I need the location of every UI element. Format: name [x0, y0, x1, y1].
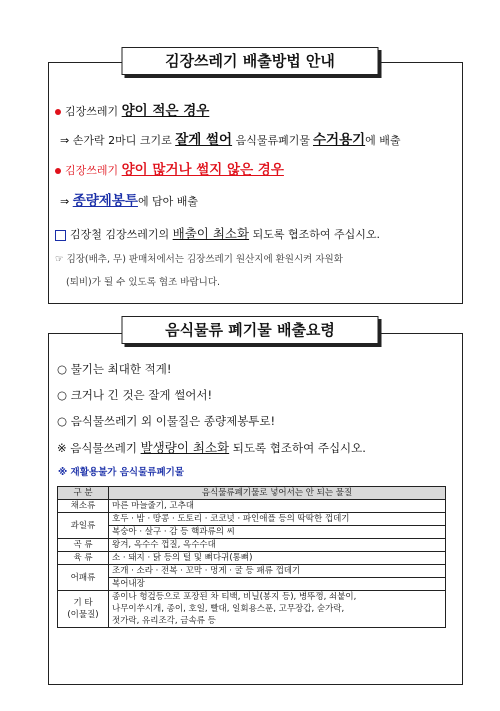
table-row: 복숭아 · 살구 · 감 등 핵과류의 씨 [58, 526, 446, 539]
category-other: 기 타 (이물질) [58, 591, 109, 628]
table-caption: ※ 재활용불가 음식물류폐기물 [58, 467, 184, 478]
header-category: 구 분 [58, 487, 109, 500]
rule-item: ○ 음식물쓰레기 외 이물질은 종량제봉투로! [57, 414, 276, 428]
table-row: 어패류 조개 · 소라 · 전복 · 꼬막 · 멍게 · 굴 등 패류 껍데기 [58, 565, 446, 578]
table-row: 채소류 마른 마늘줄기, 고추대 [58, 500, 446, 513]
rule-item: ○ 크거나 긴 것은 잘게 썰어서! [57, 388, 213, 402]
table-row: 과일류 호두 · 밤 · 땅콩 · 도토리 · 코코넛 · 파인애플 등의 딱딱한 껍데기 [58, 513, 446, 526]
note-line: 김장철 김장쓰레기의 배출이 최소화 되도록 협조하여 주십시오. [55, 224, 380, 242]
item2-highlight: 양이 많거나 썰지 않은 경우 [121, 162, 284, 178]
item1-highlight: 양이 적은 경우 [121, 103, 210, 119]
item1-line: 김장쓰레기 양이 적은 경우 [55, 99, 209, 119]
arrow-icon: ⇒ [60, 195, 70, 208]
table-row: 곡 류 왕겨, 옥수수 껍질, 옥수수대 [58, 539, 446, 552]
tip-line1: ☞ 김장(배추, 무) 판매처에서는 김장쓰레기 원산지에 환원시켜 자원화 [55, 254, 343, 265]
tip-line2: (퇴비)가 될 수 있도록 협조 바랍니다. [66, 277, 221, 288]
arrow-icon: ⇒ [60, 134, 70, 147]
pointing-hand-icon: ☞ [55, 254, 64, 265]
table-row: 육 류 소 · 돼지 · 닭 등의 털 및 뼈다귀(통뼈) [58, 552, 446, 565]
red-dot-icon [55, 168, 61, 174]
item1-desc: ⇒ 손가락 2마디 크기로 잘게 썰어 음식물류폐기물 수거용기에 배출 [60, 132, 401, 148]
table-row: 기 타 (이물질) 종이나 헝겊등으로 포장된 차 티백, 비닐(봉지 등), 병뚜껑, 쇠붙이, [58, 591, 446, 604]
checkbox-square-icon [55, 230, 66, 241]
item2-line: 김장쓰레기 양이 많거나 썰지 않은 경우 [55, 158, 284, 178]
red-dot-icon [55, 109, 61, 115]
non-recyclable-table [57, 486, 446, 628]
section2-title: 음식물류 폐기물 배출요령 [122, 316, 379, 344]
header-items: 음식물류폐기물로 넣어서는 안 되는 물질 [109, 487, 446, 500]
table-row: 나무이쑤시개, 종이, 호일, 빨대, 일회용스푼, 고무장갑, 숟가락, [58, 603, 446, 615]
section2-note: ※ 음식물쓰레기 발생량이 최소화 되도록 협조하여 주십시오. [57, 440, 366, 455]
item2-desc: ⇒ 종량제봉투에 담아 배출 [60, 193, 199, 209]
table-header [58, 487, 446, 500]
section1-title: 김장쓰레기 배출방법 안내 [122, 47, 379, 75]
table-row: 젓가락, 유리조각, 금속류 등 [58, 615, 446, 628]
rule-item: ○ 물기는 최대한 적게! [57, 362, 172, 376]
table-row: 복어내장 [58, 578, 446, 591]
